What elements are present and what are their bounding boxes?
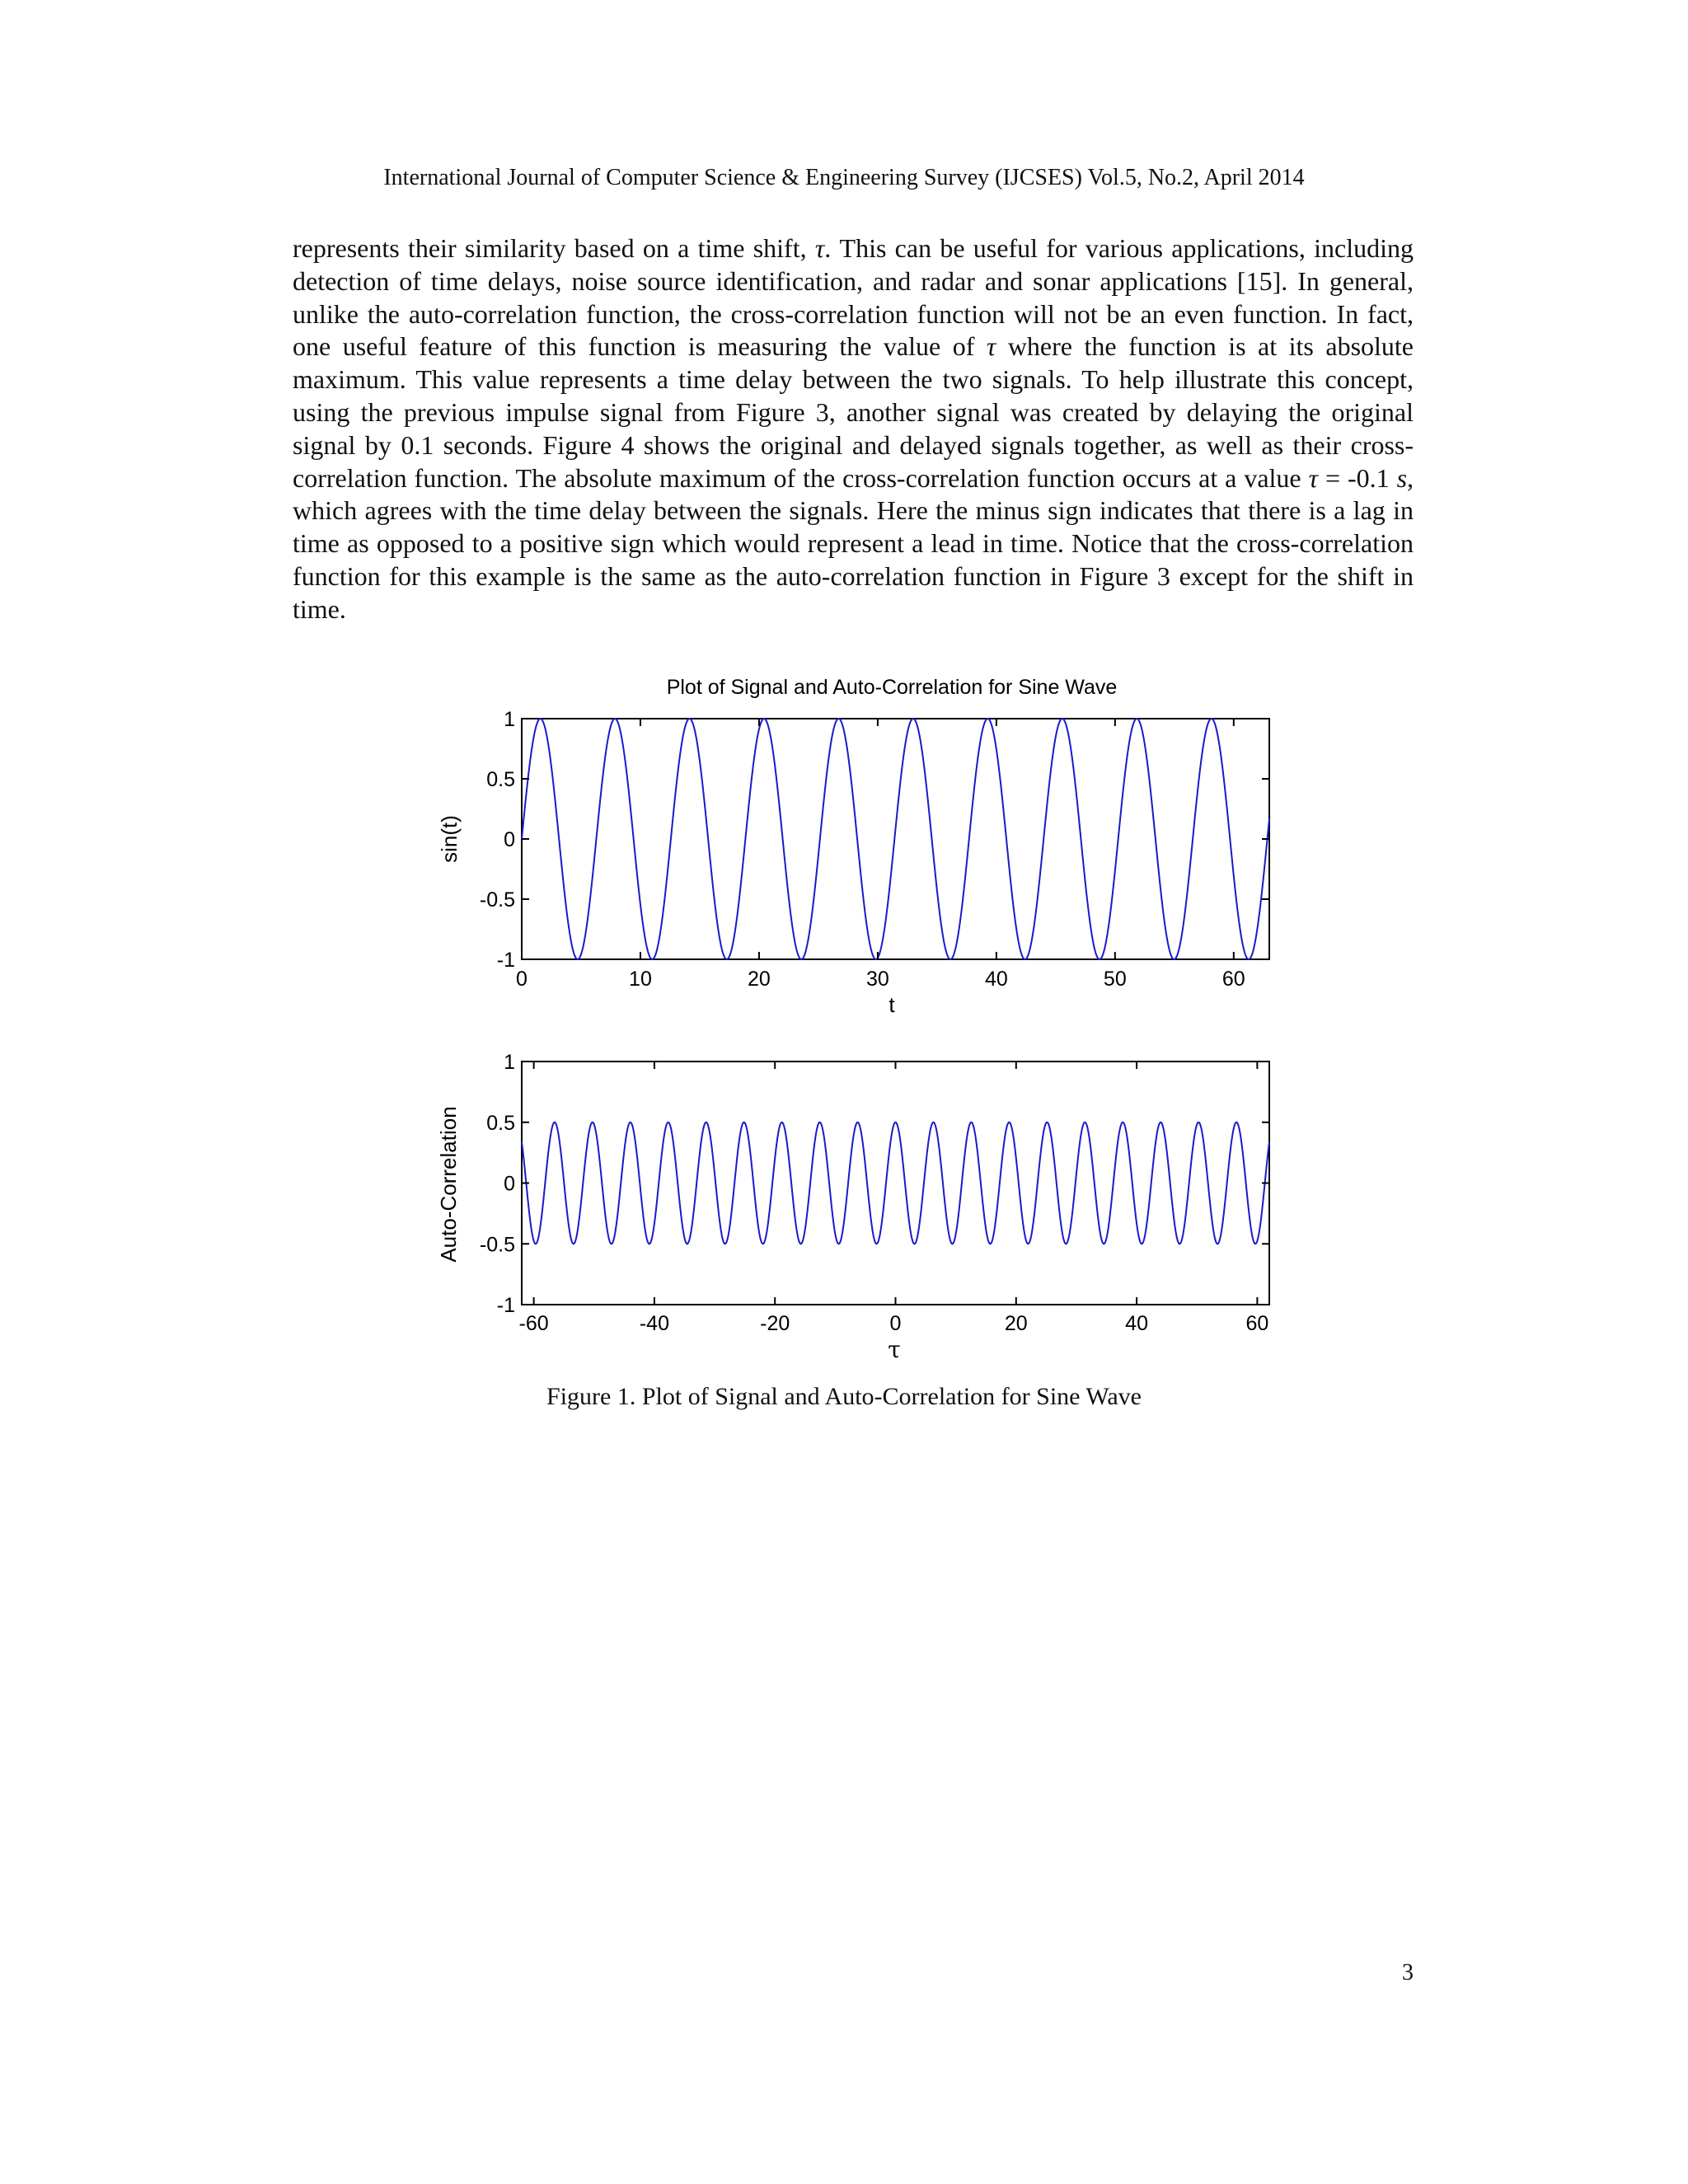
y-tick-label: 0 <box>504 828 515 851</box>
x-tick-label: 50 <box>1103 968 1127 991</box>
text-run: represents their similarity based on a time shift, <box>293 233 815 263</box>
x-tick-label: 30 <box>865 968 889 991</box>
x-axis-label: τ <box>888 1336 901 1363</box>
y-tick-label: 1 <box>504 1051 515 1074</box>
sine-wave-line <box>522 719 1269 959</box>
tau-symbol: τ <box>1308 462 1319 493</box>
page-number: 3 <box>1402 1960 1414 1985</box>
x-tick-label: -60 <box>518 1312 549 1335</box>
y-tick-label: 0.5 <box>486 1111 515 1135</box>
seconds-unit: s <box>1396 462 1408 493</box>
chart-title: Plot of Signal and Auto-Correlation for Sine Wave <box>666 676 1118 699</box>
plot-frame <box>522 1062 1269 1305</box>
x-tick-label: -40 <box>639 1312 669 1335</box>
y-tick-label: -1 <box>496 949 515 972</box>
tau-symbol: τ <box>814 233 825 263</box>
y-tick-label: -0.5 <box>479 888 515 912</box>
x-tick-label: 40 <box>984 968 1008 991</box>
y-tick-label: -1 <box>496 1294 515 1317</box>
y-tick-label: 0 <box>504 1172 515 1196</box>
autocorrelation-subplot <box>436 1051 1269 1363</box>
text-run: , which agrees with the time delay between the signals. Here the minus sign indicates that there is a lag in time as opposed to a positive sign which would represent a lead in time. Notice that the cross-correlation function for this example is the same as the auto-correlation function in Figure 3 except for the shift in time. <box>293 462 1414 624</box>
x-tick-label: 20 <box>748 968 771 991</box>
text-run: where the function is at its absolute maximum. This value represents a time delay between the two signals. To help illustrate this concept, using the previous impulse signal from Figure 3, another signal was created by delaying the original signal by 0.1 seconds. Figure 4 shows the original and delayed signals together, as well as their cross-correlation function. The absolute maximum of the cross-correlation function occurs at a value <box>293 331 1414 493</box>
y-axis-label: Auto-Correlation <box>436 1106 461 1263</box>
x-axis-label: t <box>889 992 895 1017</box>
x-tick-label: 60 <box>1245 1312 1269 1335</box>
signal-subplot <box>437 708 1269 1017</box>
x-tick-label: 0 <box>516 968 528 991</box>
figure-caption: Figure 1. Plot of Signal and Auto-Correlation for Sine Wave <box>546 1383 1142 1410</box>
text-run: . This can be useful for various applications, including detection of time delays, noise source identification, and radar and sonar applications [15]. In general, unlike the auto-correlation function, the cross-correlation function will not be an even function. In fact, one useful feature of this function is measuring the value of <box>293 233 1414 362</box>
y-tick-label: 1 <box>504 708 515 731</box>
y-tick-label: -0.5 <box>479 1233 515 1257</box>
x-tick-label: 0 <box>889 1312 902 1335</box>
x-tick-label: 40 <box>1125 1312 1148 1335</box>
running-header: International Journal of Computer Science & Engineering Survey (IJCSES) Vol.5, No.2, April 2014 <box>383 165 1305 190</box>
x-axis-ticks <box>519 1062 1269 1335</box>
x-tick-label: 10 <box>629 968 652 991</box>
y-axis-label: sin(t) <box>437 815 462 863</box>
autocorrelation-line <box>522 1122 1269 1244</box>
tau-symbol: τ <box>986 331 996 362</box>
x-tick-label: -20 <box>760 1312 790 1335</box>
y-axis-ticks <box>480 708 1269 972</box>
x-tick-label: 60 <box>1221 968 1245 991</box>
text-run: = -0.1 <box>1318 462 1397 493</box>
y-tick-label: 0.5 <box>486 768 515 791</box>
x-tick-label: 20 <box>1004 1312 1028 1335</box>
